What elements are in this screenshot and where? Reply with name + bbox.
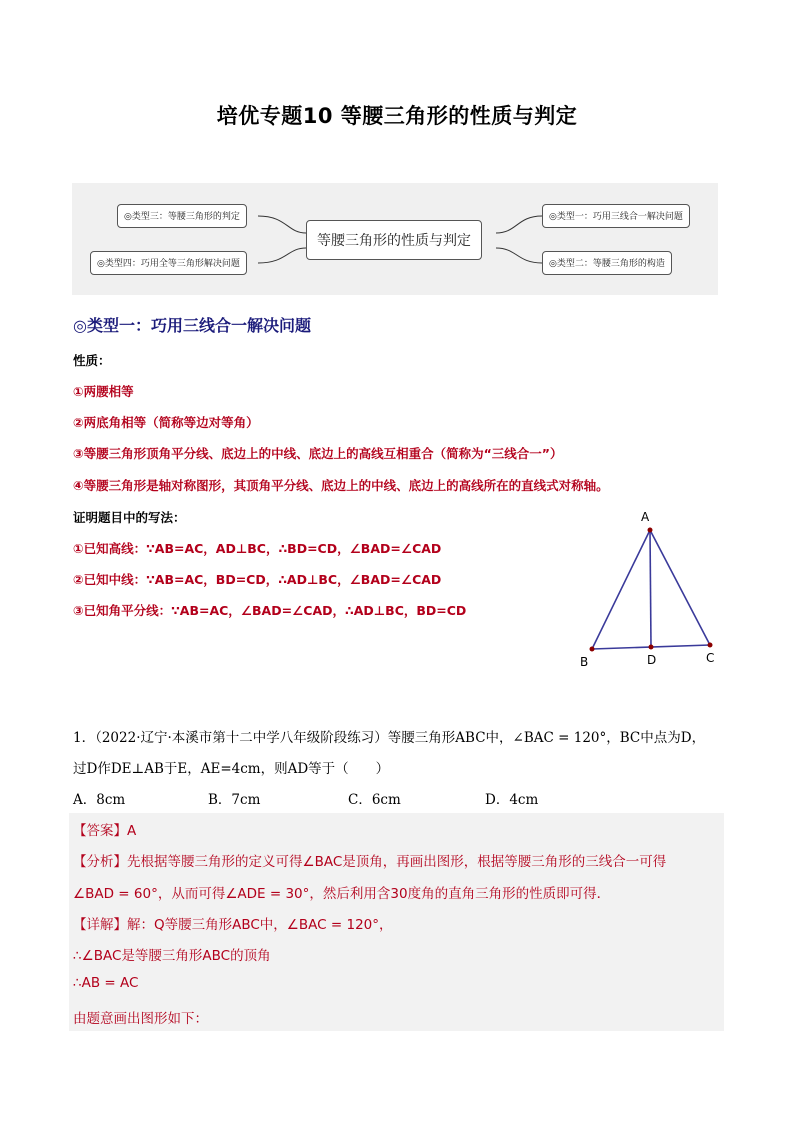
- side-ab: [592, 530, 650, 649]
- detail-line-3: ∴AB = AC: [73, 975, 139, 991]
- page-title: 培优专题10 等腰三角形的性质与判定: [216, 104, 578, 128]
- option-b: B．7cm: [208, 792, 261, 808]
- option-d: D．4cm: [485, 792, 539, 808]
- mindmap-center: 等腰三角形的性质与判定: [306, 220, 482, 260]
- property-4: ④等腰三角形是轴对称图形，其顶角平分线、底边上的中线、底边上的高线所在的直线式对称轴。: [73, 478, 609, 493]
- property-2: ②两底角相等（简称等边对等角）: [73, 415, 259, 430]
- proof-1: ①已知高线：∵AB=AC，AD⊥BC，∴BD=CD，∠BAD=∠CAD: [73, 541, 442, 556]
- detail-tag: 【详解】: [73, 917, 127, 933]
- detail-line-2: ∴∠BAC是等腰三角形ABC的顶角: [73, 948, 271, 964]
- proof-label: 证明题目中的写法：: [73, 510, 186, 525]
- mindmap-node-type1: ◎类型一：巧用三线合一解决问题: [542, 204, 690, 228]
- property-1: ①两腰相等: [73, 384, 134, 399]
- point-d: [649, 645, 654, 650]
- analysis-line-1: [73, 850, 666, 870]
- point-a: [648, 528, 653, 533]
- answer-line: [73, 819, 136, 839]
- point-b: [590, 647, 595, 652]
- mindmap-node-type2: ◎类型二：等腰三角形的构造: [542, 251, 672, 275]
- section-heading: ◎类型一：巧用三线合一解决问题: [73, 316, 311, 335]
- analysis-text-1: 先根据等腰三角形的定义可得∠BAC是顶角，再画出图形，根据等腰三角形的三线合一可得: [127, 854, 667, 870]
- question-line-1: 1．（2022·辽宁·本溪市第十二中学八年级阶段练习）等腰三角形ABC中，∠BAC = 120°，BC中点为D，: [73, 730, 706, 746]
- detail-text-1: 解：Q等腰三角形ABC中，∠BAC = 120°，: [127, 917, 393, 933]
- label-c: C: [706, 651, 715, 665]
- segment-ad: [650, 530, 651, 647]
- analysis-line-2: ∠BAD = 60°，从而可得∠ADE = 30°，然后利用含30度角的直角三角形的性质即可得．: [73, 886, 611, 902]
- label-a: A: [641, 510, 650, 524]
- mindmap-node-type4: ◎类型四：巧用全等三角形解决问题: [90, 251, 247, 275]
- properties-label: 性质：: [73, 353, 111, 368]
- proof-3: ③已知角平分线：∵AB=AC，∠BAD=∠CAD，∴AD⊥BC，BD=CD: [73, 603, 467, 618]
- label-b: B: [580, 655, 589, 669]
- side-ac: [650, 530, 710, 645]
- detail-line-1: [73, 913, 393, 933]
- analysis-tag: 【分析】: [73, 854, 127, 870]
- property-3: ③等腰三角形顶角平分线、底边上的中线、底边上的高线互相重合（简称为“三线合一”）: [73, 446, 563, 461]
- mindmap-node-type3: ◎类型三：等腰三角形的判定: [117, 204, 247, 228]
- option-a: A．8cm: [73, 792, 126, 808]
- answer-tag: 【答案】: [73, 823, 127, 839]
- triangle-figure: [570, 505, 730, 675]
- option-c: C．6cm: [348, 792, 401, 808]
- detail-line-4: 由题意画出图形如下：: [73, 1011, 208, 1027]
- label-d: D: [647, 653, 657, 667]
- answer-value: A: [127, 823, 137, 839]
- proof-2: ②已知中线：∵AB=AC，BD=CD，∴AD⊥BC，∠BAD=∠CAD: [73, 572, 442, 587]
- point-c: [708, 643, 713, 648]
- mindmap: [72, 183, 718, 295]
- question-line-2: 过D作DE⊥AB于E，AE=4cm，则AD等于（ ）: [73, 761, 390, 777]
